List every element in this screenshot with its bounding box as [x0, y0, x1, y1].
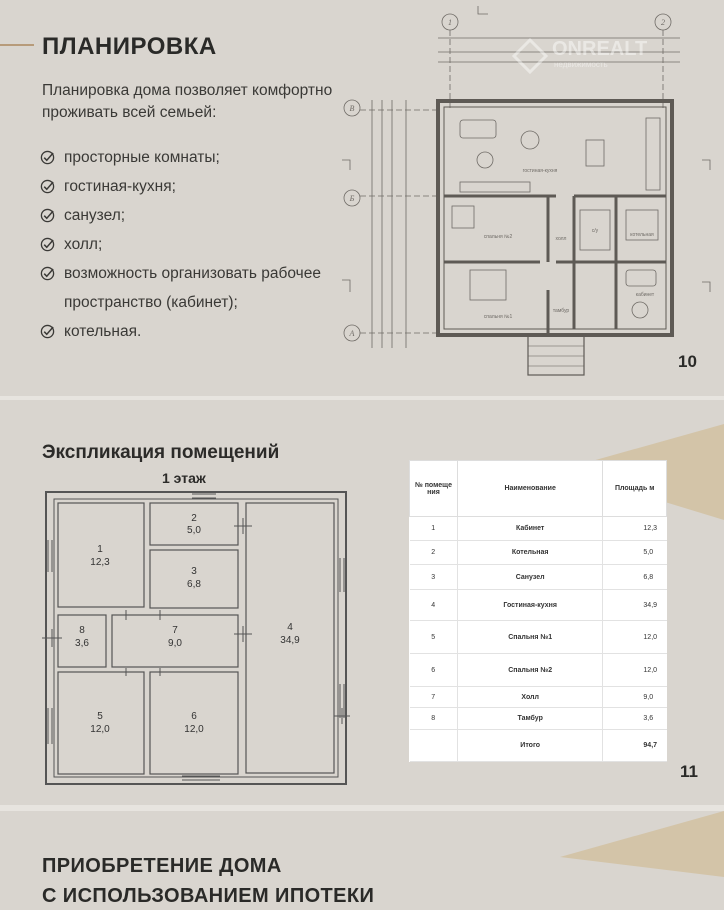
watermark-subtext: недвижимость	[554, 60, 608, 69]
room-label: с/у	[591, 228, 599, 234]
room-1	[58, 503, 144, 607]
list-item-text: холл;	[64, 236, 103, 253]
table-row: 6 Спальня №2 12,0	[410, 654, 667, 687]
check-icon	[40, 324, 55, 339]
room-area: 12,0	[184, 724, 204, 735]
axis-label: Б	[349, 194, 355, 203]
axis-label: В	[349, 104, 355, 113]
room-6	[150, 672, 238, 774]
list-item-text: возможность организовать рабочее пространство (кабинет);	[64, 265, 321, 311]
table-row: 2 Котельная 5,0	[410, 541, 667, 565]
table-header: № помеще ния	[410, 461, 458, 517]
axis-label: 1	[448, 18, 452, 27]
check-icon	[40, 208, 55, 223]
table-total-row: Итого 94,7	[410, 730, 667, 762]
list-item-text: просторные комнаты;	[64, 149, 220, 166]
decor-wedge	[560, 811, 724, 910]
room-area: 5,0	[187, 525, 201, 536]
room-number: 8	[79, 625, 85, 636]
list-item-text: гостиная-кухня;	[64, 178, 176, 195]
table-row: 3 Санузел 6,8	[410, 565, 667, 590]
room-2	[150, 503, 238, 545]
floor-plan-drawing	[330, 0, 724, 396]
accent-line	[0, 44, 34, 46]
page-number: 10	[678, 352, 697, 371]
room-area: 9,0	[168, 638, 182, 649]
table-row: 5 Спальня №1 12,0	[410, 621, 667, 654]
lead-text: Планировка дома позволяет комфортно проживать всей семьей:	[42, 82, 333, 121]
page-number: 11	[680, 762, 698, 781]
check-icon	[40, 179, 55, 194]
room-label: котельная	[630, 232, 654, 238]
list-item	[40, 317, 350, 346]
axis-label: А	[349, 329, 355, 338]
room-area: 34,9	[280, 635, 300, 646]
section-title	[42, 851, 374, 910]
title-line: ПРИОБРЕТЕНИЕ ДОМА	[42, 855, 282, 877]
table-row: 8 Тамбур 3,6	[410, 708, 667, 730]
explication-table	[409, 460, 667, 762]
room-label: спальня №1	[483, 314, 513, 320]
list-item	[40, 230, 350, 259]
list-item	[40, 172, 350, 201]
room-label: гостиная-кухня	[522, 168, 558, 174]
check-icon	[40, 237, 55, 252]
feature-list	[40, 143, 350, 346]
room-number: 6	[191, 711, 197, 722]
room-number: 1	[97, 544, 103, 555]
room-number: 5	[97, 711, 103, 722]
room-number: 3	[191, 566, 197, 577]
room-area: 12,0	[90, 724, 110, 735]
room-area: 12,3	[90, 557, 110, 568]
check-icon	[40, 266, 55, 281]
list-item-text: санузел;	[64, 207, 126, 224]
room-number: 4	[287, 622, 293, 633]
watermark-text: ONREALT	[552, 38, 648, 60]
room-label: тамбур	[552, 308, 570, 314]
room-5	[58, 672, 144, 774]
room-area: 3,6	[75, 638, 89, 649]
table-header: Площадь м	[603, 461, 667, 517]
room-area: 6,8	[187, 579, 201, 590]
check-icon	[40, 150, 55, 165]
room-layout-schematic	[40, 488, 352, 788]
room-number: 7	[172, 625, 178, 636]
list-item-text: котельная.	[64, 323, 142, 340]
table-row: 1 Кабинет 12,3	[410, 517, 667, 541]
slide-title: ПЛАНИРОВКА	[42, 33, 217, 60]
list-item	[40, 201, 350, 230]
table-header: Наименование	[457, 461, 602, 517]
list-item	[40, 259, 350, 317]
axis-label: 2	[661, 18, 665, 27]
slide-mortgage	[0, 811, 724, 910]
section-title: Экспликация помещений	[42, 442, 280, 463]
table-row: 4 Гостиная-кухня 34,9	[410, 590, 667, 621]
watermark-logo	[514, 40, 546, 72]
room-label: спальня №2	[483, 234, 513, 240]
table-row: 7 Холл 9,0	[410, 687, 667, 708]
room-label: холл	[555, 236, 567, 242]
room-label: кабинет	[635, 292, 655, 298]
title-line: С ИСПОЛЬЗОВАНИЕМ ИПОТЕКИ	[42, 885, 375, 907]
slide-planirovka	[0, 0, 724, 396]
room-number: 2	[191, 513, 197, 524]
floor-label: 1 этаж	[162, 470, 206, 486]
list-item	[40, 143, 350, 172]
slide-explication	[0, 400, 724, 805]
